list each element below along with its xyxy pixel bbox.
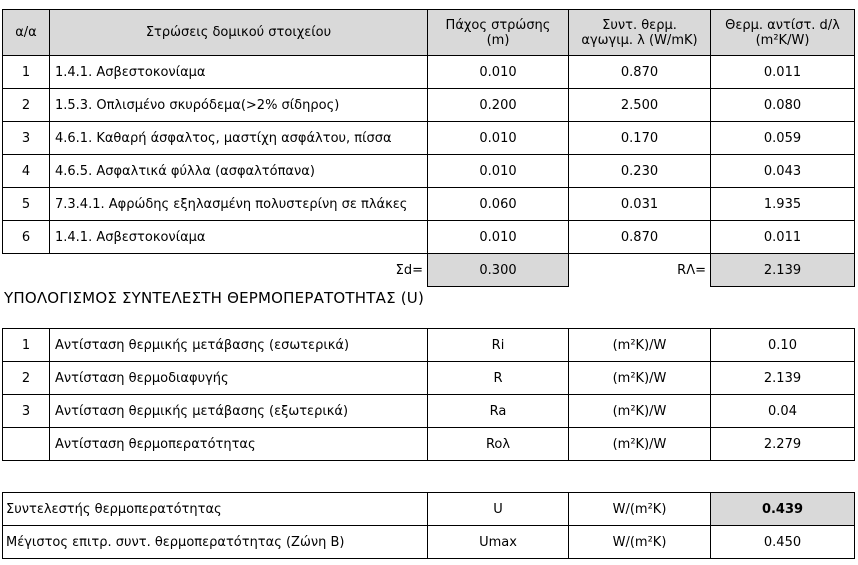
u-unit: W/(m²K) [569,493,711,526]
layer-lambda: 0.230 [569,155,711,188]
layer-row [3,122,855,155]
resistance-table [2,328,855,461]
resistance-index: 1 [3,329,50,362]
resistance-label: Αντίσταση θερμοδιαφυγής [50,362,428,395]
header-index: α/α [3,10,50,56]
resistance-row [3,395,855,428]
layer-index: 4 [3,155,50,188]
layer-lambda: 0.870 [569,221,711,254]
layer-row [3,221,855,254]
resistance-symbol: Ra [428,395,569,428]
layer-thickness: 0.010 [428,221,569,254]
resistance-symbol: Ri [428,329,569,362]
resistance-value: 0.04 [711,395,855,428]
umax-label: Μέγιστος επιτρ. συντ. θερμοπερατότητας (Ζώνη Β) [3,526,428,559]
sum-d-value: 0.300 [428,254,569,287]
sum-d-label: Σd= [50,254,428,287]
u-symbol: U [428,493,569,526]
resistance-unit: (m²K)/W [569,395,711,428]
umax-value: 0.450 [711,526,855,559]
layer-index: 6 [3,221,50,254]
header-lambda: Συντ. θερμ. αγωγιμ. λ (W/mK) [569,10,711,56]
resistance-row [3,428,855,461]
totals-row [3,254,855,287]
layers-header-row [3,10,855,56]
layer-name: 1.4.1. Ασβεστοκονίαμα [50,221,428,254]
resistance-label: Αντίσταση θερμικής μετάβασης (εξωτερικά) [50,395,428,428]
layer-lambda: 2.500 [569,89,711,122]
layer-lambda: 0.870 [569,56,711,89]
layer-row [3,155,855,188]
layer-resistance: 0.080 [711,89,855,122]
u-row [3,493,855,526]
layer-thickness: 0.010 [428,56,569,89]
u-label: Συντελεστής θερμοπερατότητας [3,493,428,526]
layer-resistance: 0.011 [711,56,855,89]
resistance-index [3,428,50,461]
layer-row [3,89,855,122]
r-lambda-value: 2.139 [711,254,855,287]
resistance-index: 2 [3,362,50,395]
header-thickness: Πάχος στρώσης (m) [428,10,569,56]
u-value: 0.439 [711,493,855,526]
resistance-unit: (m²K)/W [569,428,711,461]
layer-resistance: 0.011 [711,221,855,254]
layer-resistance: 0.059 [711,122,855,155]
resistance-label: Αντίσταση θερμικής μετάβασης (εσωτερικά) [50,329,428,362]
layer-lambda: 0.170 [569,122,711,155]
layer-lambda: 0.031 [569,188,711,221]
layer-resistance: 1.935 [711,188,855,221]
resistance-label: Αντίσταση θερμοπερατότητας [50,428,428,461]
resistance-symbol: Roλ [428,428,569,461]
resistance-row [3,329,855,362]
r-lambda-label: RΛ= [569,254,711,287]
resistance-value: 2.279 [711,428,855,461]
layer-thickness: 0.200 [428,89,569,122]
resistance-index: 3 [3,395,50,428]
layer-index: 1 [3,56,50,89]
layers-table [2,9,855,287]
resistance-value: 2.139 [711,362,855,395]
layer-row [3,188,855,221]
umax-symbol: Umax [428,526,569,559]
layer-row [3,56,855,89]
layer-thickness: 0.010 [428,155,569,188]
umax-row [3,526,855,559]
layer-resistance: 0.043 [711,155,855,188]
layer-name: 1.5.3. Οπλισμένο σκυρόδεμα(>2% σίδηρος) [50,89,428,122]
layer-name: 4.6.5. Ασφαλτικά φύλλα (ασφαλτόπανα) [50,155,428,188]
layer-name: 1.4.1. Ασβεστοκονίαμα [50,56,428,89]
resistance-value: 0.10 [711,329,855,362]
layer-index: 2 [3,89,50,122]
header-layer: Στρώσεις δομικού στοιχείου [50,10,428,56]
layer-thickness: 0.010 [428,122,569,155]
u-value-table [2,492,855,559]
layer-thickness: 0.060 [428,188,569,221]
layer-index: 3 [3,122,50,155]
umax-unit: W/(m²K) [569,526,711,559]
resistance-unit: (m²K)/W [569,362,711,395]
layer-index: 5 [3,188,50,221]
section-title: ΥΠΟΛΟΓΙΣΜΟΣ ΣΥΝΤΕΛΕΣΤΗ ΘΕΡΜΟΠΕΡΑΤΟΤΗΤΑΣ (U) [4,289,425,307]
layer-name: 4.6.1. Καθαρή άσφαλτος, μαστίχη ασφάλτου, πίσσα [50,122,428,155]
resistance-unit: (m²K)/W [569,329,711,362]
resistance-row [3,362,855,395]
resistance-symbol: R [428,362,569,395]
layer-name: 7.3.4.1. Αφρώδης εξηλασμένη πολυστερίνη σε πλάκες [50,188,428,221]
header-resistance: Θερμ. αντίστ. d/λ (m²K/W) [711,10,855,56]
